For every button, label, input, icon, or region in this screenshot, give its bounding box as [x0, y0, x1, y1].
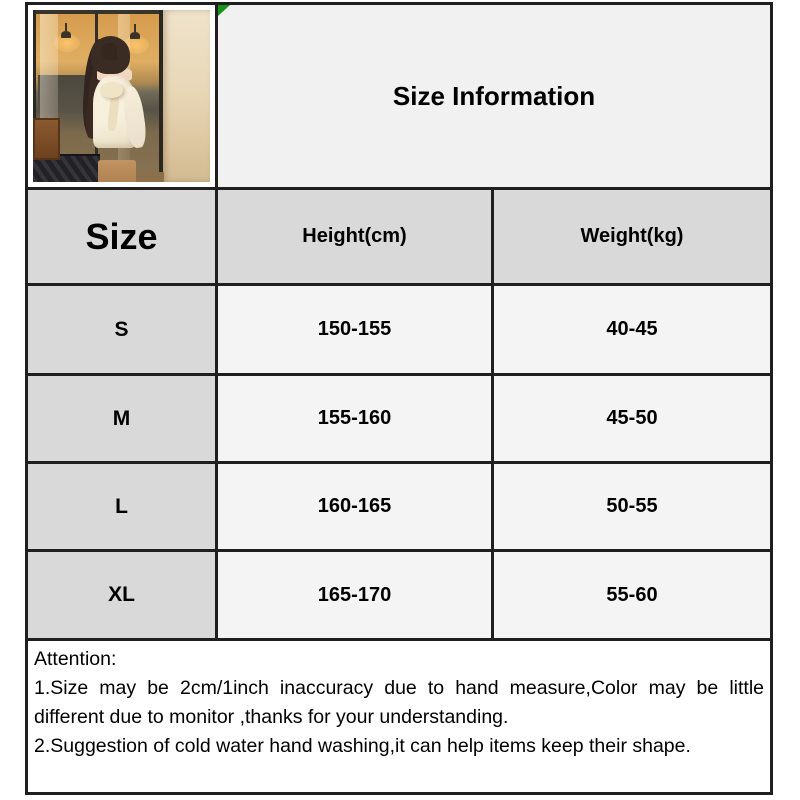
row-label-l: L [28, 464, 215, 549]
model-bow [100, 82, 123, 97]
column-header-size: Size [28, 190, 215, 283]
photo-hanging-lamp [61, 31, 71, 38]
model-hair [101, 43, 117, 60]
attention-note-2: 2.Suggestion of cold water hand washing,it can help items keep their shape. [34, 735, 691, 757]
attention-heading: Attention: [34, 648, 117, 670]
photo-wall-pillar [163, 10, 210, 182]
photo-wooden-crate [33, 118, 60, 159]
size-chart-sheet [25, 2, 773, 795]
height-value-s: 150-155 [218, 286, 491, 373]
product-photo [28, 5, 215, 187]
height-value-l: 160-165 [218, 464, 491, 549]
product-photo-scene [33, 10, 210, 182]
column-header-height: Height(cm) [218, 190, 491, 283]
attention-note-1: 1.Size may be 2cm/1inch inaccuracy due to hand measure,Color may be little different due to monitor ,thanks for your understanding. [34, 677, 764, 728]
attention-notes [28, 641, 770, 792]
row-label-xl: XL [28, 552, 215, 638]
row-label-s: S [28, 286, 215, 373]
green-corner-triangle-icon [218, 5, 230, 16]
photo-door-frame [159, 10, 163, 182]
column-header-weight: Weight(kg) [494, 190, 770, 283]
weight-value-s: 40-45 [494, 286, 770, 373]
photo-hanging-lamp [130, 32, 140, 39]
row-label-m: M [28, 376, 215, 461]
size-information-header [218, 5, 770, 187]
weight-value-m: 45-50 [494, 376, 770, 461]
height-value-xl: 165-170 [218, 552, 491, 638]
photo-door-frame [33, 10, 164, 14]
height-value-m: 155-160 [218, 376, 491, 461]
weight-value-l: 50-55 [494, 464, 770, 549]
weight-value-xl: 55-60 [494, 552, 770, 638]
model-skirt [98, 160, 135, 182]
page-title: Size Information [392, 80, 596, 111]
